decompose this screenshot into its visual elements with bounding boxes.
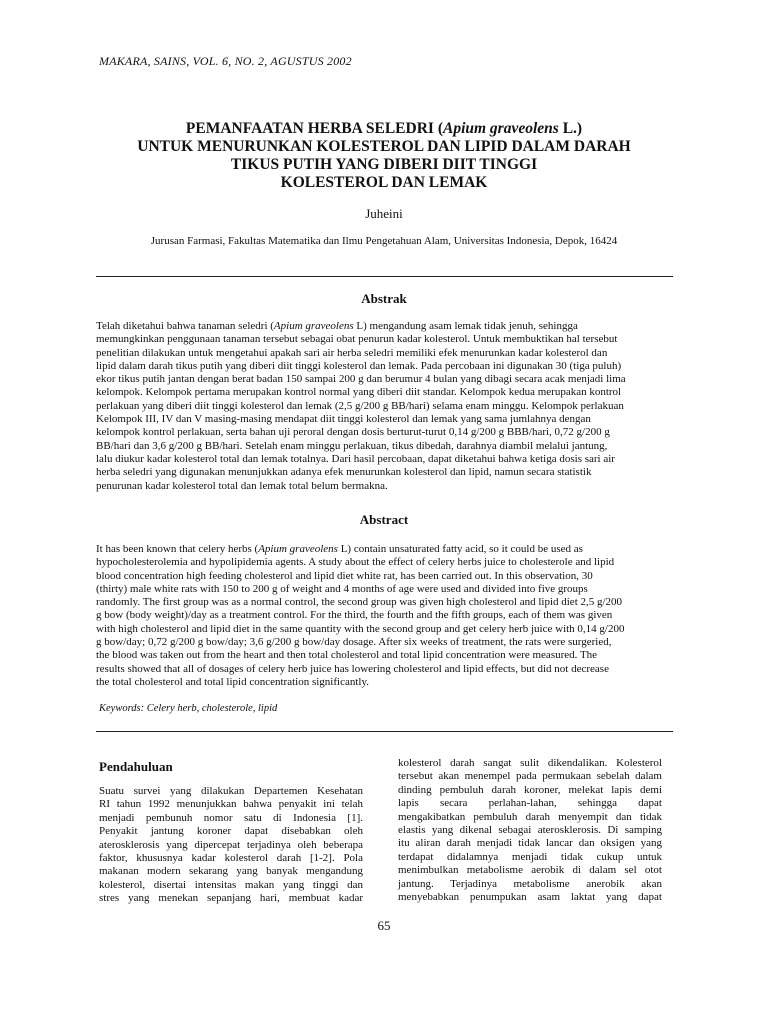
abstrak-body (96, 320, 672, 493)
page-number: 65 (377, 918, 391, 933)
title-line-1: PEMANFAATAN HERBA SELEDRI (Apium graveolens L.) (185, 120, 583, 137)
intro-line: menyebabkan penumpukan asam laktat yang dapat (398, 891, 662, 904)
keywords: Keywords: Celery herb, cholesterole, lipid (99, 703, 278, 714)
abstract-line: the blood was taken out from the heart and then total cholesterol and total lipid concentration were measured. The (96, 649, 598, 662)
abstract-line: the total cholesterol and total lipid concentration significantly. (96, 675, 369, 688)
abstract-heading: Abstract (359, 512, 409, 527)
title-line-2: UNTUK MENURUNKAN KOLESTEROL DAN LIPID DALAM DARAH (137, 138, 631, 155)
intro-line: menjadi pembunuh nomor satu di Indonesia [1]. (99, 811, 363, 824)
intro-line: elastis yang dikenal sebagai aterosklerosis. Di samping (398, 824, 662, 837)
abstract-line: results showed that all of dosages of celery herb juice has lowering cholesterol and lipid effects, but did not decrease (96, 662, 609, 675)
abstract-line: (thirty) male white rats with 150 to 200 g of weight and 4 months of age were used and divided into five groups (96, 582, 588, 595)
intro-line: faktor, khususnya kadar kolesterol darah [1-2]. Pola (99, 852, 363, 865)
abstrak-line: Telah diketahui bahwa tanaman seledri (Apium graveolens L) mengandung asam lemak tidak jenuh, sehingga (96, 320, 578, 332)
intro-heading: Pendahuluan (99, 759, 173, 774)
intro-line: Penyakit jantung koroner dapat disebabkan oleh (99, 825, 363, 838)
abstrak-line: kelompok. Kelompok pertama merupakan kontrol normal yang diberi diit standar. Kelompok kedua merupakan kontrol (96, 386, 622, 399)
intro-line: lapis secara perlahan-lahan, sehingga dapat (398, 797, 662, 810)
abstract-line: g bow/day; 0,72 g/200 g bow/day; 3,6 g/200 g bow/day dosage. After six weeks of treatment, the rats were surgeried, (96, 636, 612, 649)
intro-line: itu aliran darah menjadi tidak lancar dan oksigen yang (398, 837, 662, 850)
affiliation: Jurusan Farmasi, Fakultas Matematika dan Ilmu Pengetahuan Alam, Universitas Indonesia, Depok, 16424 (150, 235, 618, 247)
title-species: Apium graveolens (442, 120, 559, 137)
abstrak-line: kelompok kontrol perlakuan, serta bahan uji peroral dengan dosis berturut-turut 0,14 g/200 g BBB/hari, 0,72 g/200 g (96, 426, 610, 439)
intro-line: makanan modern sekarang yang banyak mengandung (99, 865, 363, 878)
abstrak-line: BB/hari dan 3,6 g/200 g BB/hari. Setelah enam minggu perlakuan, tikus dibedah, darahnya diambil melalui jantung, (96, 439, 608, 452)
divider-top (96, 276, 673, 277)
title-line-3: TIKUS PUTIH YANG DIBERI DIIT TINGGI (230, 156, 538, 173)
abstrak-line: penurunan kadar kolesterol total dan lemak total belum bermakna. (96, 479, 388, 492)
abstrak-line: memungkinkan penggunaan tanaman tersebut sebagai obat penurun kadar kolesterol. Untuk membuktikan hal tersebut (96, 333, 618, 346)
abstract-line: randomly. The first group was as a normal control, the second group was given high cholesterol and lipid diet 2,5 g/200 (96, 596, 623, 609)
intro-line: RI tahun 1992 menunjukkan bahwa penyakit ini telah (99, 798, 363, 811)
abstract-line: It has been known that celery herbs (Apium graveolens L) contain unsaturated fatty acid, so it could be used as (96, 543, 583, 555)
intro-line: kolesterol darah sangat sulit dikendalikan. Kolesterol (398, 757, 662, 769)
abstrak-line: Kelompok III, IV dan V masing-masing mendapat diit tinggi kolesterol dan lemak yang sama jumlahnya dengan (96, 413, 591, 426)
divider-bottom (96, 731, 673, 732)
intro-line: kolesterol, disertai intensitas makan yang tinggi dan (99, 878, 363, 891)
abstrak-line: penelitian dilakukan untuk mengetahui apakah sari air herba seledri memiliki efek menurunkan kadar kolesterol dan (96, 346, 608, 359)
abstrak-heading: Abstrak (361, 291, 407, 306)
abstrak-line: herba seledri yang digunakan menunjukkan adanya efek menurunkan kolesterol dan lipid, namun secara statistik (96, 466, 592, 479)
intro-right-column (398, 757, 662, 904)
abstract-body (96, 543, 672, 689)
intro-left-column (99, 785, 363, 906)
paper-title (96, 120, 672, 192)
intro-line: Suatu survei yang dilakukan Departemen Kesehatan (99, 785, 363, 797)
abstract-line: g bow (body weight)/day as a treatment control. For the third, the fourth and the fifth groups, each of them was given (96, 609, 613, 622)
abstrak-line: ekor tikus putih jantan dengan berat badan 150 sampai 200 g dan berumur 4 bulan yang dibagi secara acak menjadi lima (96, 373, 626, 386)
intro-line: menimbulkan metabolisme aerobik di dalam sel otot (398, 864, 662, 877)
author: Juheini (365, 206, 403, 221)
intro-line: tersebut akan menempel pada permukaan sebelah dalam (398, 770, 662, 783)
abstract-line: blood concentration high feeding cholesterol and lipid diet white rat, has been carried out. In this observation, 30 (96, 569, 593, 582)
journal-header: MAKARA, SAINS, VOL. 6, NO. 2, AGUSTUS 2002 (99, 54, 352, 68)
intro-line: terdapat didalamnya menjadi tidak cukup untuk (398, 850, 662, 863)
intro-line: stres yang menekan sepanjang hari, membuat kadar (99, 892, 363, 905)
intro-line: aterosklerosis yang dipercepat terjadinya oleh beberapa (99, 838, 363, 851)
title-line-4: KOLESTEROL DAN LEMAK (280, 174, 488, 191)
abstrak-line: lipid dalam darah tikus putih yang diberi diit tinggi kolesterol dan lemak. Pada percobaan ini digunakan 30 (tiga puluh) (96, 359, 622, 372)
abstract-line: hypocholesterolemia and hypolipidemia agents. A study about the effect of celery herbs juice to cholesterole and lipid (96, 556, 615, 569)
abstrak-line: perlakuan yang diberi diit tinggi kolesterol dan lemak (2,5 g/200 g BB/hari) selama enam minggu. Kelompok perlakuan (96, 399, 624, 412)
intro-line: mengakibatkan pembuluh darah menyempit dan tidak (398, 810, 662, 823)
abstrak-line: lalu diukur kadar kolesterol total dan lemak totalnya. Dari hasil percobaan, dapat diketahui bahwa ketiga dosis sari air (96, 452, 615, 465)
abstract-line: with high cholesterol and lipid diet in the same quantity with the second group and get celery herb juice with 0,14 g/200 (96, 622, 625, 635)
intro-line: dinding pembuluh darah koroner, melekat lapis demi (398, 783, 662, 796)
intro-line: jantung. Terjadinya metabolisme anerobik akan (398, 877, 662, 890)
